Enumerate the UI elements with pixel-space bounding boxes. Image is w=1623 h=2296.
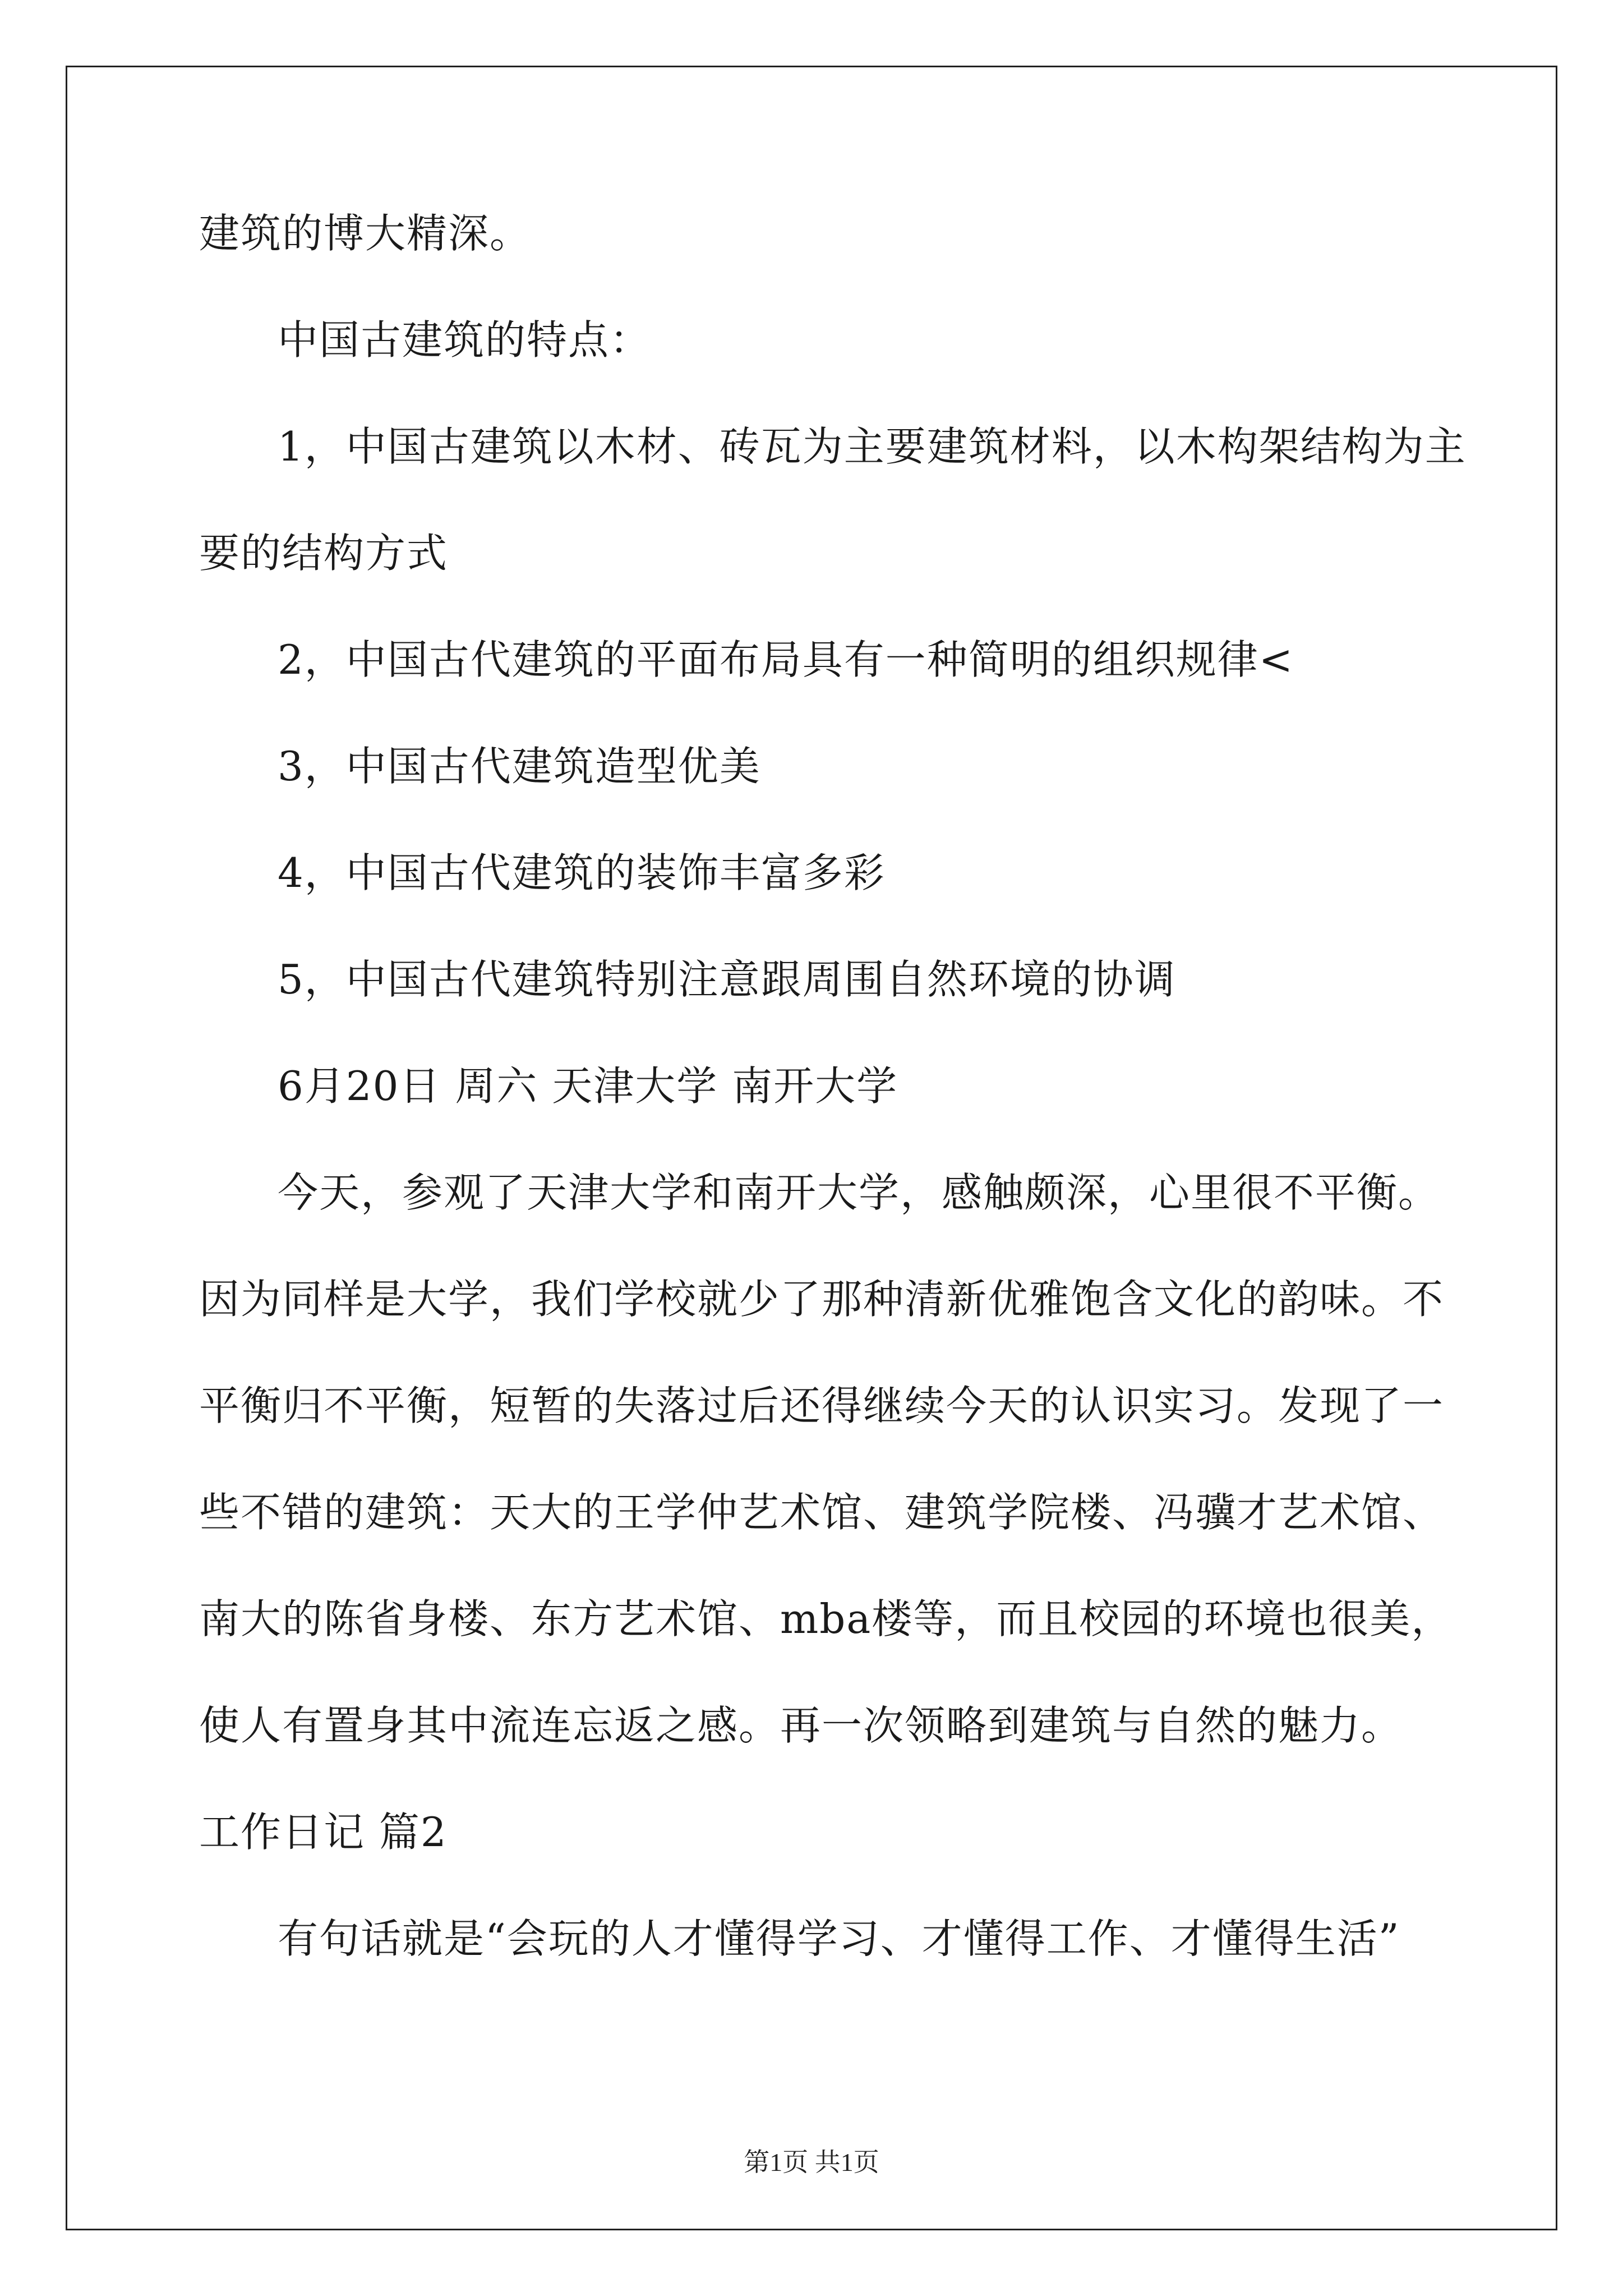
list-item: 4，中国古代建筑的装饰丰富多彩 (278, 849, 886, 896)
list-item: 5，中国古代建筑特别注意跟周围自然环境的协调 (278, 956, 1176, 1003)
section-title: 工作日记 篇2 (199, 1809, 448, 1856)
text-line: 有句话就是“会玩的人才懂得学习、才懂得工作、才懂得生活” (278, 1915, 1400, 1962)
text-line: 平衡归不平衡，短暂的失落过后还得继续今天的认识实习。发现了一 (199, 1382, 1445, 1429)
text-line: 南大的陈省身楼、东方艺术馆、mba楼等，而且校园的环境也很美， (199, 1595, 1453, 1642)
list-item: 2，中国古代建筑的平面布局具有一种简明的组织规律< (278, 636, 1294, 683)
text-line: 要的结构方式 (199, 530, 449, 577)
text-line: 建筑的博大精深。 (199, 210, 532, 257)
section-heading: 中国古建筑的特点： (278, 316, 652, 364)
text-line: 使人有置身其中流连忘返之感。再一次领略到建筑与自然的魅力。 (199, 1702, 1403, 1749)
text-line: 因为同样是大学，我们学校就少了那种清新优雅饱含文化的韵味。不 (199, 1276, 1445, 1323)
text-line: 今天，参观了天津大学和南开大学，感触颇深，心里很不平衡。 (278, 1169, 1440, 1216)
list-item: 1，中国古建筑以木材、砖瓦为主要建筑材料，以木构架结构为主 (278, 423, 1467, 470)
page-footer: 第1页 共1页 (744, 2148, 879, 2177)
date-line: 6月20日 周六 天津大学 南开大学 (278, 1062, 898, 1110)
text-line: 些不错的建筑：天大的王学仲艺术馆、建筑学院楼、冯骥才艺术馆、 (199, 1489, 1445, 1536)
list-item: 3，中国古代建筑造型优美 (278, 743, 761, 790)
page-border (66, 66, 1557, 2230)
